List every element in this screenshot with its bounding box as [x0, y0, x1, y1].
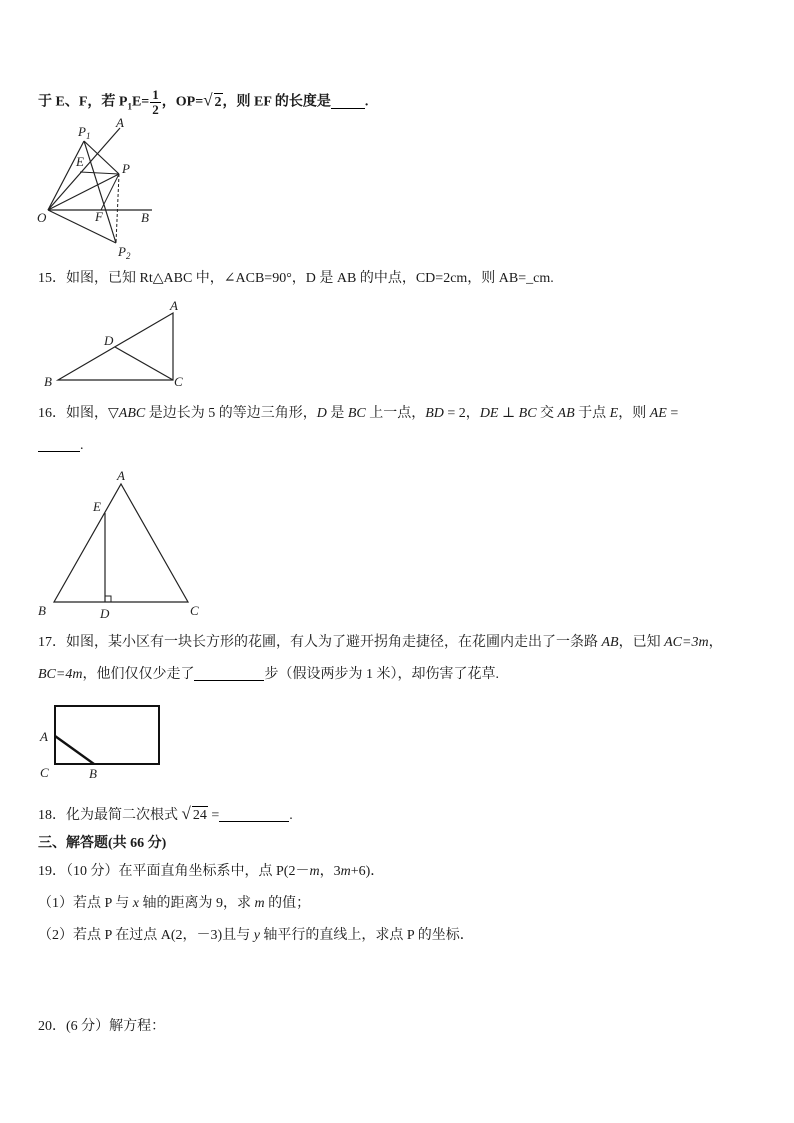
q14-fraction [150, 88, 161, 117]
q16-text-4: = 2， [443, 406, 480, 421]
q16-text-6: 交 [536, 406, 558, 421]
q16-line [38, 405, 678, 423]
label-a: A [116, 115, 124, 130]
section-3-title: 三、解答题(共 66 分) [38, 836, 167, 851]
label-b: B [89, 766, 97, 781]
segment-op2 [48, 210, 116, 243]
figure-15 [40, 298, 190, 392]
label-b: B [141, 210, 149, 225]
q14-text-start: 于 E、F，若 P [38, 94, 128, 110]
q16-var-ab: AB [557, 406, 575, 421]
q18-radical-sign: √ [181, 804, 191, 823]
segment-op [48, 174, 119, 210]
q18-sqrt-value: 24 [192, 808, 207, 823]
q16-triangle: ▽ABC [108, 406, 146, 421]
q19-var-m-3: m [254, 896, 265, 911]
q17-text-e: 步（假设两步为 1 米），却伤害了花草. [264, 667, 499, 682]
q16-text-1: 是边长为 5 的等边三角形， [145, 406, 317, 421]
label-p: P [122, 161, 130, 176]
segment-ep [80, 172, 119, 174]
q16-var-bd: BD [425, 406, 444, 421]
q16-var-ae: AE [649, 406, 667, 421]
label-a: A [170, 298, 178, 313]
label-e: E [76, 154, 84, 169]
figure-16 [36, 466, 206, 622]
q19-part-1-c: 的值； [264, 896, 311, 911]
q17-text-d: ，他们仅仅少走了 [82, 667, 195, 682]
q16-answer-blank [38, 437, 80, 452]
q14-sqrt-value: 2 [214, 94, 222, 110]
q14-text-op: ，OP= [161, 94, 204, 110]
q19-part-1 [38, 895, 310, 913]
right-angle-mark [105, 596, 111, 602]
q17-var-ab: AB [601, 635, 619, 650]
rectangle-garden [55, 706, 159, 764]
q14-frac-den: 2 [152, 102, 159, 117]
label-b: B [38, 603, 46, 618]
q19-head-c: +6)． [350, 864, 385, 879]
label-d: D [104, 333, 114, 348]
q19-var-x: x [132, 896, 139, 911]
q19-var-m-2: m [340, 864, 351, 879]
q19-part-2-a: （2）若点 P 在过点 A(2，－3)且与 [38, 928, 254, 943]
q18-equals: = [207, 808, 220, 823]
q17-bc: BC=4m [38, 667, 83, 682]
path-ab [55, 736, 94, 764]
triangle-abc [54, 484, 188, 602]
q19-part-1-b: 轴的距离为 9，求 [139, 896, 255, 911]
q14-line [38, 88, 368, 117]
q14-p1-sub: 1 [127, 101, 132, 112]
q19-head [38, 863, 384, 881]
figure-14 [36, 114, 160, 262]
q17-ac: AC=3m [664, 635, 709, 650]
q15-line: 15．如图，已知 Rt△ABC 中，∠ACB=90°，D 是 AB 的中点，CD=2cm，则 AB=_cm. [38, 271, 554, 286]
q16-var-d: D [316, 406, 327, 421]
q17-text-c: ， [708, 635, 723, 650]
q18-answer-blank [219, 807, 289, 822]
q18-text: 18．化为最简二次根式 [38, 808, 182, 823]
label-p2: $P_2$ [118, 244, 131, 261]
q14-radical-sign: √ [203, 90, 213, 110]
q16-var-e: E [609, 406, 619, 421]
q14-text-e: E= [131, 94, 150, 110]
q16-text-8: ，则 [618, 406, 650, 421]
label-f: F [95, 209, 103, 224]
label-e: E [93, 499, 101, 514]
label-a: A [117, 468, 125, 483]
q14-frac-num: 1 [152, 87, 159, 102]
q17-line-1 [38, 634, 723, 652]
q14-period: . [364, 94, 369, 110]
q16-text-3: 上一点， [365, 406, 426, 421]
q19-part-2 [38, 927, 474, 945]
q17-line-2 [38, 666, 499, 684]
label-c: C [174, 374, 183, 389]
ray-oa [48, 128, 120, 210]
q16-line-2 [38, 437, 84, 455]
q16-var-bc-2: BC [518, 406, 537, 421]
q14-text-end: ，则 EF 的长度是 [222, 94, 331, 110]
q14-answer-blank [331, 94, 365, 109]
q19-head-b: ，3 [319, 864, 341, 879]
q18-line [38, 805, 293, 825]
q17-text-b: ，已知 [618, 635, 665, 650]
q19-part-2-b: 轴平行的直线上，求点 P 的坐标． [259, 928, 474, 943]
label-o: O [37, 210, 47, 225]
label-d: D [100, 606, 110, 621]
q16-period: . [80, 438, 84, 453]
q19-var-m-1: m [309, 864, 320, 879]
q16-text-9: = [666, 406, 679, 421]
label-b: B [44, 374, 52, 389]
segment-cd [115, 347, 173, 380]
segment-pp2-dashed [116, 174, 119, 243]
label-p1: $P_1$ [78, 124, 91, 141]
q17-text-a: 17．如图，某小区有一块长方形的花圃，有人为了避开拐角走捷径，在花圃内走出了一条路 [38, 635, 602, 650]
figure-17 [36, 700, 166, 784]
label-c: C [190, 603, 199, 618]
q16-number: 16．如图， [38, 406, 108, 421]
segment-fp [101, 174, 119, 210]
q20-line: 20．(6 分）解方程： [38, 1019, 166, 1034]
q19-var-y: y [253, 928, 260, 943]
label-a: A [40, 729, 48, 744]
q19-head-a: 19．（10 分）在平面直角坐标系中，点 P(2－ [38, 864, 310, 879]
q16-var-bc: BC [347, 406, 366, 421]
q16-var-de: DE [479, 406, 499, 421]
q17-answer-blank [194, 666, 264, 681]
q18-period: . [289, 808, 293, 823]
q19-part-1-a: （1）若点 P 与 [38, 896, 133, 911]
q16-text-7: 于点 [574, 406, 610, 421]
q16-text-2: 是 [326, 406, 348, 421]
label-c: C [40, 765, 49, 780]
q16-text-5: ⊥ [498, 406, 519, 421]
